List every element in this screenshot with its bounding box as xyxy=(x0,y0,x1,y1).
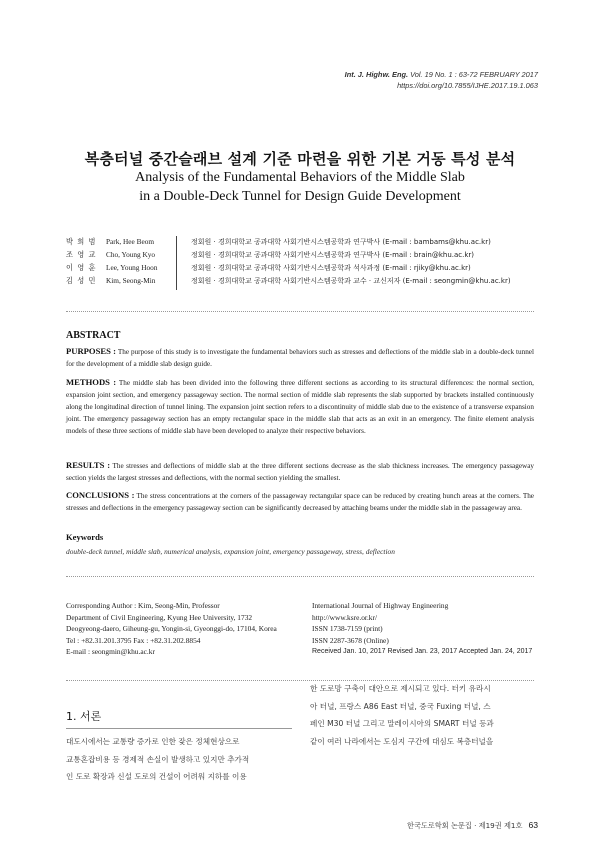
author-english-name: Park, Hee Beom xyxy=(106,237,155,246)
intro-line: 교통혼잡비용 등 경제적 손실이 발생하고 있지만 추가적 xyxy=(66,754,250,764)
correspondence-block xyxy=(66,600,277,658)
section-divider xyxy=(66,311,534,312)
english-title-line-2: in a Double-Deck Tunnel for Design Guide Development xyxy=(139,189,461,204)
corresponding-author: Corresponding Author : Kim, Seong-Min, Professor xyxy=(66,601,220,610)
intro-heading: 1. 서론 xyxy=(66,710,102,723)
author-affiliation: 정회원 · 경희대학교 공과대학 사회기반시스템공학과 석사과정 (E-mail : rjiky@khu.ac.kr) xyxy=(191,264,471,272)
received-dates: Received Jan. 10, 2017 Revised Jan. 23, 2017 Accepted Jan. 24, 2017 xyxy=(312,648,533,656)
abstract-conclusions xyxy=(66,489,534,514)
purposes-text: The purpose of this study is to investigate the fundamental behaviors such as stresses and deflections of the middle slab in a double-deck tunnel for the development of a middle slab design guide. xyxy=(66,348,534,368)
author-affiliation: 정회원 · 경희대학교 공과대학 사회기반시스템공학과 연구박사 (E-mail : bambams@khu.ac.kr) xyxy=(191,238,491,246)
abstract-purposes xyxy=(66,345,534,370)
results-text: The stresses and deflections of middle slab at the three different sections decrease as the slab thickness increases. The emergency passageway section yields the largest stresses and deflections, with the normal section yielding the smallest. xyxy=(66,462,535,482)
conclusions-label: CONCLUSIONS : xyxy=(66,490,135,500)
citation-line xyxy=(345,70,538,79)
intro-line: 한 도로망 구축이 대안으로 제시되고 있다. 터키 유라시 xyxy=(310,684,491,693)
results-label: RESULTS : xyxy=(66,460,111,470)
abstract-methods xyxy=(66,376,534,437)
purposes-label: PURPOSES : xyxy=(66,346,117,356)
keywords-list: double-deck tunnel, middle slab, numerical analysis, expansion joint, emergency passageway, stress, deflection xyxy=(66,547,395,556)
author-affiliation: 정회원 · 경희대학교 공과대학 사회기반시스템공학과 연구박사 (E-mail : brain@khu.ac.kr) xyxy=(191,251,475,259)
issn-print: ISSN 1738-7159 (print) xyxy=(312,624,383,634)
author-english-name: Kim, Seong-Min xyxy=(106,276,156,285)
author-korean-name: 이 영 훈 xyxy=(66,263,97,272)
citation-details: Vol. 19 No. 1 : 63-72 FEBRUARY 2017 xyxy=(408,70,538,79)
methods-label: METHODS : xyxy=(66,377,117,387)
author-korean-name: 조 영 교 xyxy=(66,250,97,259)
author-korean-name: 박 희 범 xyxy=(66,237,97,246)
page-number: 63 xyxy=(528,820,538,830)
intro-left-column xyxy=(66,733,292,786)
doi-link[interactable]: https://doi.org/10.7855/IJHE.2017.19.1.063 xyxy=(397,81,538,90)
conclusions-text: The stress concentrations at the corners of the passageway rectangular space can be reduced by creating hunch areas at the corners. The stresses and deflections in the emergency passageway section can be significantly decreased by attaching beams under the middle slab in the passageway area. xyxy=(66,492,534,512)
intro-line: 대도시에서는 교통량 증가로 인한 잦은 정체현상으로 xyxy=(66,737,240,746)
issn-online: ISSN 2287-3678 (Online) xyxy=(312,635,389,645)
page-footer xyxy=(407,820,538,831)
journal-name: International Journal of Highway Engineering xyxy=(312,601,449,610)
author-korean-name: 김 성 민 xyxy=(66,276,97,285)
author-email[interactable]: E-mail : seongmin@khu.ac.kr xyxy=(66,647,155,657)
author-affiliation: 정회원 · 경희대학교 공과대학 사회기반시스템공학과 교수 · 교신저자 (E-mail : seongmin@khu.ac.kr) xyxy=(191,277,511,285)
abstract-heading: ABSTRACT xyxy=(66,330,121,341)
intro-heading-rule xyxy=(66,728,292,729)
abstract-results xyxy=(66,459,534,484)
section-divider xyxy=(66,576,534,577)
journal-info-block xyxy=(312,600,532,658)
keywords-heading: Keywords xyxy=(66,532,104,542)
author-divider xyxy=(176,236,177,290)
journal-url[interactable]: http://www.ksre.or.kr/ xyxy=(312,612,378,622)
author-department: Department of Civil Engineering, Kyung Hee University, 1732 xyxy=(66,612,253,622)
methods-text: The middle slab has been divided into the following three different sections as according to its structural differences: the normal section, expansion joint section, and emergency passageway section. The normal section of middle slab represents the slab supported by brackets installed continuously along the longitudinal direction of tunnel lining. The expansion joint section refers to a discontinuity of middle slab due to the existence of a transverse expansion joint. The emergency passageway section has an empty rectangular space in the middle slab that acts as an exit in an emergency. The finite element analysis models of these three sections of middle slab have been developed to analyze their respective behaviors. xyxy=(66,379,534,435)
author-english-name: Lee, Young Hoon xyxy=(106,263,158,272)
intro-line: 페인 M30 터널 그리고 말레이시아의 SMART 터널 등과 xyxy=(310,719,494,729)
intro-line: 아 터널, 프랑스 A86 East 터널, 중국 Fuxing 터널, 스 xyxy=(310,701,491,711)
author-english-name: Cho, Young Kyo xyxy=(106,250,156,259)
intro-line: 같이 여러 나라에서는 도심지 구간에 대심도 복층터널을 xyxy=(310,736,494,746)
citation-journal: Int. J. Highw. Eng. xyxy=(344,70,409,79)
english-title-line-1: Analysis of the Fundamental Behaviors of the Middle Slab xyxy=(135,170,465,185)
author-phone-fax: Tel : +82.31.201.3795 Fax : +82.31.202.8854 xyxy=(66,635,201,645)
korean-title: 복층터널 중간슬래브 설계 기준 마련을 위한 기본 거동 특성 분석 xyxy=(84,150,516,168)
intro-line: 인 도로 확장과 신설 도로의 건설이 어려워 지하를 이용 xyxy=(66,772,247,782)
intro-right-column xyxy=(310,680,536,750)
author-address: Deogyeong-daero, Giheung-gu, Yongin-si, Gyeonggi-do, 17104, Korea xyxy=(66,624,277,634)
footer-journal: 한국도로학회 논문집 · 제19권 제1호 xyxy=(407,821,523,830)
